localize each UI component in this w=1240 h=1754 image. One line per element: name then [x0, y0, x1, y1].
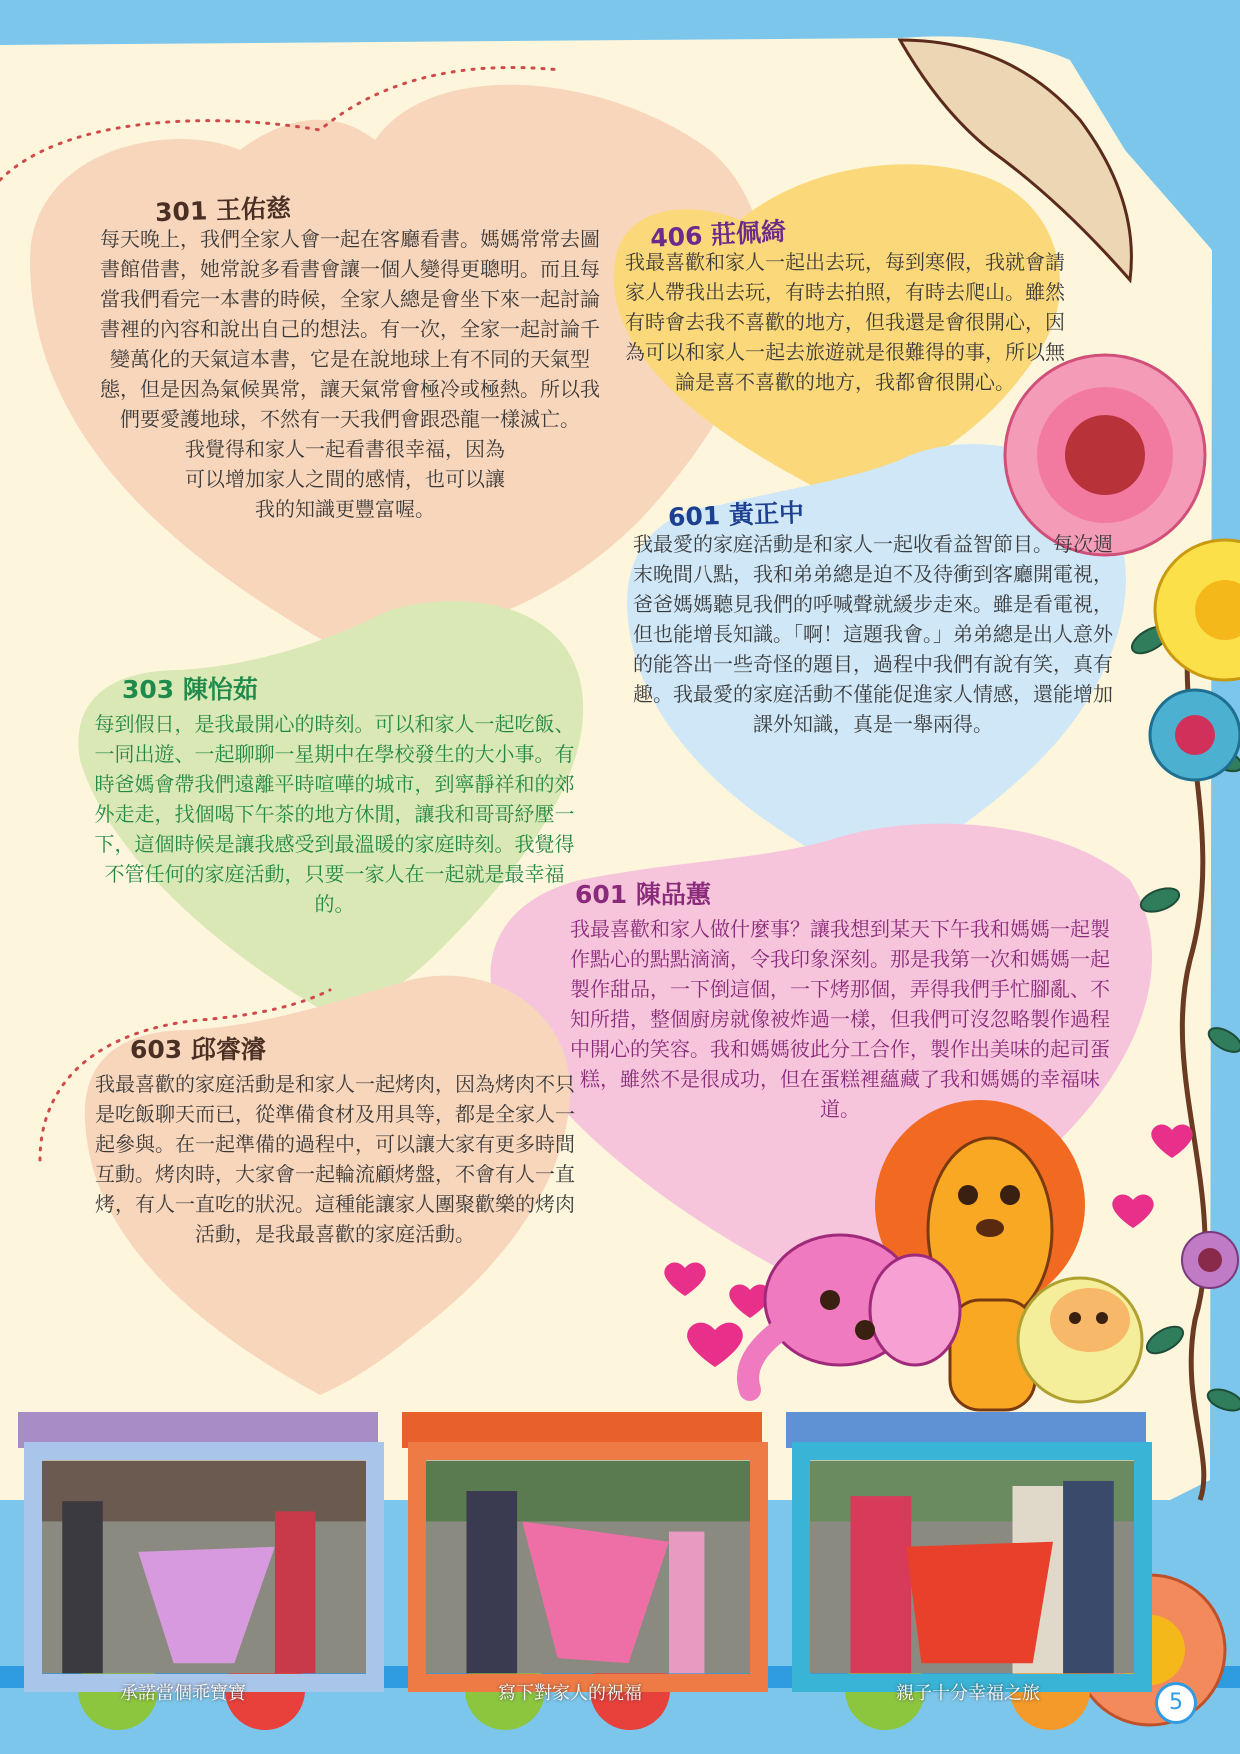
photo-scene — [810, 1460, 1134, 1674]
lantern — [906, 1542, 1053, 1664]
article-body — [90, 224, 620, 524]
photo-caption: 承諾當個乖寶寶 — [120, 1683, 246, 1704]
photo-caption: 寫下對家人的祝福 — [498, 1683, 642, 1704]
article-paragraph: 我最愛的家庭活動是和家人一起收看益智節目。每次週末晚間八點，我和弟弟總是迫不及待衝到客廳開電視，爸爸媽媽聽見我們的呼喊聲就緩步走來。雖是看電視，但也能增長知識。「啊！這題我會。」弟弟總是出人意外的能答出一些奇怪的題目，過程中我們有說有笑，真有趣。我最愛的家庭活動不僅能促進家人情感，還能增加課外知識，真是一舉兩得。 — [633, 532, 1113, 736]
photo-caption: 親子十分幸福之旅 — [896, 1683, 1040, 1704]
article-601b — [570, 880, 1110, 1124]
article-body — [92, 709, 577, 919]
article-paragraph: 每天晚上，我們全家人會一起在客廳看書。媽媽常常去圖書館借書，她常說多看書會讓一個人變得更聰明。而且每當我們看完一本書的時候，全家人總是會坐下來一起討論書裡的內容和說出自己的想法。有一次，全家一起討論千變萬化的天氣這本書，它是在說地球上有不同的天氣型態，但是因為氣候異常，讓天氣常會極冷或極熱。所以我們要愛護地球，不然有一天我們會跟恐龍一樣滅亡。 — [100, 227, 600, 431]
article-heading: 601 陳品蕙 — [575, 880, 711, 909]
article-heading: 601 黃正中 — [667, 498, 805, 532]
article-body — [628, 529, 1118, 739]
article-406 — [625, 213, 1065, 397]
flower-icon — [1150, 690, 1240, 780]
article-paragraph: 我覺得和家人一起看書很幸福，因為可以增加家人之間的感情，也可以讓我的知識更豐富喔。 — [185, 437, 505, 521]
photo-lantern-1 — [24, 1442, 384, 1692]
article-paragraph: 每到假日，是我最開心的時刻。可以和家人一起吃飯、一同出遊、一起聊聊一星期中在學校發生的大小事。有時爸媽會帶我們遠離平時喧嘩的城市，到寧靜祥和的郊外走走，找個喝下午茶的地方休閒，讓我和哥哥紓壓一下，這個時候是讓我感受到最溫暖的家庭時刻。我覺得不管任何的家庭活動，只要一家人在一起就是最幸福的。 — [94, 712, 575, 916]
photo-lantern-3 — [792, 1442, 1152, 1692]
article-paragraph: 我最喜歡和家人做什麼事？讓我想到某天下午我和媽媽一起製作點心的點點滴滴，令我印象深刻。那是我第一次和媽媽一起製作甜品，一下倒這個，一下烤那個，弄得我們手忙腳亂、不知所措，整個廚房就像被炸過一樣，但我們可沒忽略製作過程中開心的笑容。我和媽媽彼此分工合作，製作出美味的起司蛋糕，雖然不是很成功，但在蛋糕裡蘊藏了我和媽媽的幸福味道。 — [570, 917, 1110, 1121]
article-303 — [92, 675, 577, 919]
article-heading: 603 邱睿濬 — [130, 1035, 266, 1064]
article-paragraph: 我最喜歡的家庭活動是和家人一起烤肉，因為烤肉不只是吃飯聊天而已，從準備食材及用具等，都是全家人一起參與。在一起準備的過程中，可以讓大家有更多時間互動。烤肉時，大家會一起輪流顧烤盤，不會有人一直烤，有人一直吃的狀況。這種能讓家人團聚歡樂的烤肉活動，是我最喜歡的家庭活動。 — [95, 1072, 575, 1246]
article-body — [570, 914, 1110, 1124]
photo-lantern-2 — [408, 1442, 768, 1692]
article-heading: 406 莊佩綺 — [649, 216, 787, 253]
photo-scene — [42, 1460, 366, 1674]
article-body — [625, 247, 1065, 397]
article-heading: 301 王佑慈 — [154, 193, 292, 228]
article-301 — [90, 190, 620, 524]
article-paragraph: 我最喜歡和家人一起出去玩，每到寒假，我就會請家人帶我出去玩，有時去拍照，有時去爬山。雖然有時會去我不喜歡的地方，但我還是會很開心，因為可以和家人一起去旅遊就是很難得的事，所以無論是喜不喜歡的地方，我都會很開心。 — [625, 250, 1065, 394]
article-601a — [628, 495, 1118, 739]
sheep-icon — [1018, 1278, 1142, 1402]
flower-icon — [1182, 1232, 1238, 1288]
article-heading: 303 陳怡茹 — [122, 675, 258, 704]
page-number: 5 — [1155, 1682, 1197, 1724]
photo-scene — [426, 1460, 750, 1674]
article-body — [90, 1069, 580, 1249]
article-603 — [90, 1035, 580, 1249]
